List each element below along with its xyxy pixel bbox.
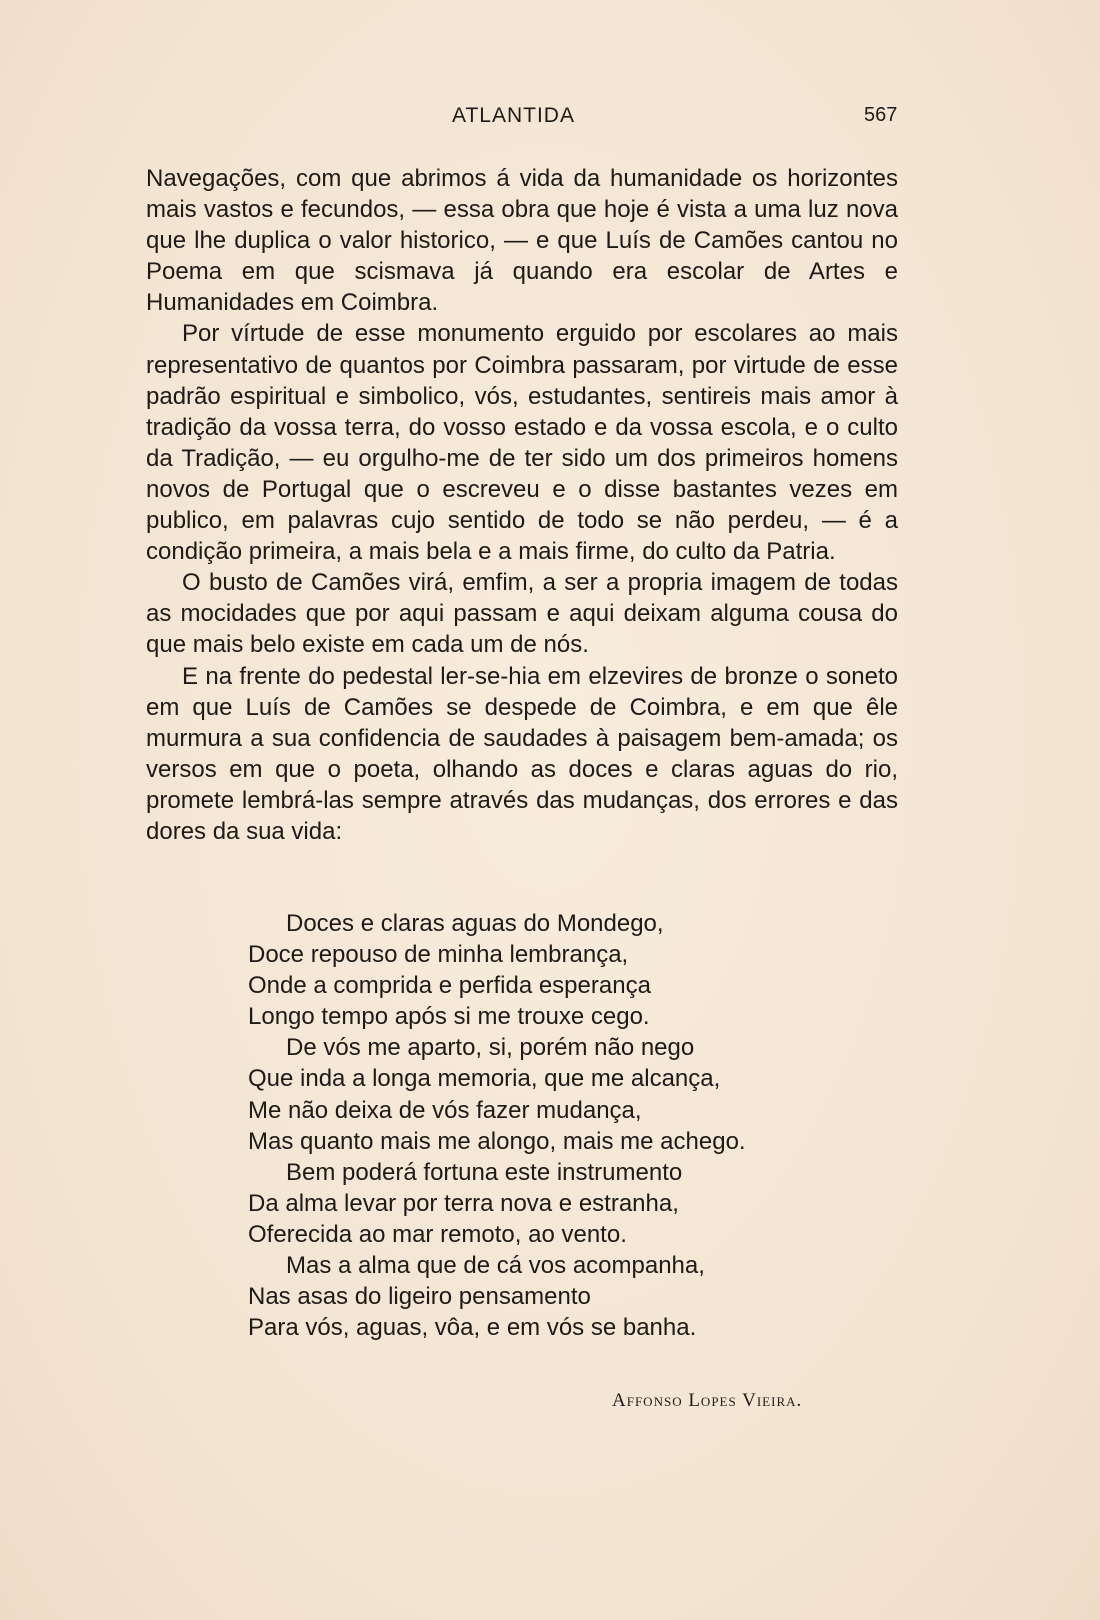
author-signature: Affonso Lopes Vieira. [612, 1390, 803, 1411]
poem-line: Doces e claras aguas do Mondego, [286, 910, 664, 937]
poem-line: Que inda a longa memoria, que me alcança, [248, 1065, 721, 1093]
poem-line: Me não deixa de vós fazer mudança, [248, 1096, 642, 1124]
body-text [146, 163, 898, 847]
poem-line: Doce repouso de minha lembrança, [248, 941, 629, 969]
poem-line: Mas a alma que de cá vos acompanha, [286, 1252, 705, 1280]
sonnet [248, 908, 888, 1343]
poem-line: De vós me aparto, si, porém não nego [286, 1034, 695, 1062]
page-number: 567 [864, 104, 898, 126]
poem-line: Mas quanto mais me alongo, mais me achego. [248, 1127, 746, 1155]
poem-line: Longo tempo após si me trouxe cego. [248, 1003, 650, 1031]
running-head [0, 104, 1100, 134]
poem-line: Da alma levar por terra nova e estranha, [248, 1189, 679, 1217]
poem-line: Oferecida ao mar remoto, ao vento. [248, 1220, 627, 1248]
poem-line: Para vós, aguas, vôa, e em vós se banha. [248, 1314, 697, 1342]
poem-line: Onde a comprida e perfida esperança [248, 972, 651, 1000]
paragraph: E na frente do pedestal ler-se-hia em elzevires de bronze o soneto em que Luís de Camões se despede de Coimbra, e em que êle murmura a sua confidencia de saudades à paisagem bem-amada; os versos em que o poeta, olhando as doces e claras aguas do rio, promete lembrá-las sempre através das mudanças, dos errores e das dores da sua vida: [146, 662, 898, 845]
running-title: ATLANTIDA [452, 104, 575, 127]
poem-line: Nas asas do ligeiro pensamento [248, 1283, 591, 1311]
paragraph: O busto de Camões virá, emfim, a ser a propria imagem de todas as mocidades que por aqui passam e aqui deixam alguma cousa do que mais belo existe em cada um de nós. [146, 569, 898, 659]
paragraph: Navegações, com que abrimos á vida da humanidade os horizontes mais vastos e fecundos, — essa obra que hoje é vista a uma luz nova que lhe duplica o valor historico, — e que Luís de Camões cantou no Poema em que scismava já quando era escolar de Artes e Humanidades em Coimbra. [146, 165, 898, 317]
paragraph: Por vírtude de esse monumento erguido por escolares ao mais representativo de quantos por Coimbra passaram, por virtude de esse padrão espiritual e simbolico, vós, estudantes, sentireis mais amor à tradição da vossa terra, do vosso estado e da vossa escola, e o culto da Tradição, — eu orgulho-me de ter sido um dos primeiros homens novos de Portugal que o escreveu e o disse bastantes vezes em publico, em palavras cujo sentido de todo se não perdeu, — é a condição primeira, a mais bela e a mais firme, do culto da Patria. [146, 320, 898, 566]
poem-line: Bem poderá fortuna este instrumento [286, 1158, 683, 1186]
